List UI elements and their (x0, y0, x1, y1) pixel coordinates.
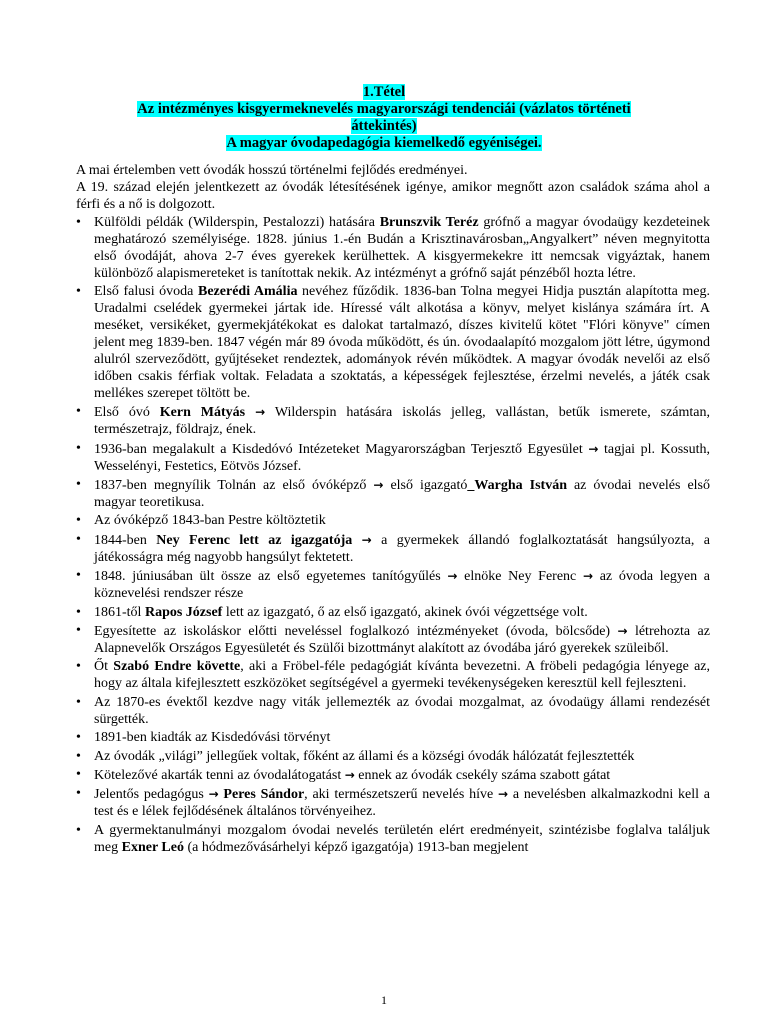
bullet-list (76, 215, 710, 856)
list-item-text: Az 1870-es évektől kezdve nagy viták jellemezték az óvodai mozgalmat, az óvodaügy állami rendezését sürgették. (94, 694, 710, 727)
list-item (76, 404, 710, 439)
list-item-text: első igazgató (383, 478, 468, 494)
page-number: 1 (381, 993, 387, 1007)
list-item-text: 1848. júniusában ült össze az első egyetemes tanítógyűlés (94, 569, 448, 585)
main-title (120, 101, 648, 135)
list-item-text: Első óvó (94, 405, 160, 421)
list-item-text: A gyermektanulmányi mozgalom óvodai nevelés területén elért eredményeit, szintézisbe foglalva találjuk meg (94, 822, 710, 855)
list-item-text: Egyesítette az iskoláskor előtti neveléssel foglalkozó intézményeket (óvoda, bölcsőde) (94, 624, 618, 640)
list-item-text: a gyermekek állandó foglalkoztatását hangsúlyozta, a játékosságra még nagyobb hangsúlyt fektetett. (94, 532, 710, 565)
list-item (76, 786, 710, 821)
bold-name: Peres Sándor (223, 787, 305, 803)
list-item-text: grófnő a magyar óvodaügy kezdeteinek meghatározó személyisége. 1828. június 1.-én Budán a Krisztinavárosban„Angyalkert” néven megnyitotta első óvodáját, ahova 2-7 éves gyerekek kerülhettek. A kisgyermekekre itt nemcsak vigyáztak, hanem különböző alapismereteket is tanítottak nekik. Az intézményt a grófnő saját pénzéből hozta létre. (94, 215, 710, 281)
bold-name: Kern Mátyás (159, 405, 246, 421)
list-item-text: elnöke Ney Ferenc (457, 569, 583, 585)
list-item (76, 513, 710, 530)
list-item-text: nevéhez fűződik. 1836-ban Tolna megyei Hidja pusztán alapította meg. Uradalmi cselédek gyermekei jártak ide. Híressé vált alkotása a könyv, melyet kislánya számára írt. A meséket, versikéket, gyermekjátékokat es dalokat tartalmazó, díszes kivitelű kötet "Flóri könyve" címen jelent meg 1839-ben. 1847 végén már 89 óvoda működött, és ún. óvodaalapító mozgalom jött létre, úgymond alulról szerveződött, gyűjtéseket rendeztek, adományok révén működtek. A magyar óvodák nevelői az első időben csakis férfiak voltak. Feladata a szoktatás, a képességek fejlesztése, érzelmi nevelés, a játék csak mellékes szerepet töltött be. (94, 284, 710, 401)
arrow-right-icon: → (617, 624, 628, 639)
list-item (76, 749, 710, 766)
list-item-text: a nevelésben alkalmazkodni kell a test és e lélek fejlődésének általános törvényeihez. (94, 787, 711, 820)
arrow-right-icon: → (255, 405, 266, 420)
list-item-text: Külföldi példák (Wilderspin, Pestalozzi) hatására (94, 215, 380, 231)
list-item-text: Őt (94, 659, 114, 675)
list-item (76, 215, 710, 283)
list-item (76, 623, 710, 658)
arrow-right-icon: → (373, 478, 384, 493)
list-item-text (245, 405, 255, 420)
arrow-right-icon: → (497, 787, 509, 802)
subtitle-text: A magyar óvodapedagógia kiemelkedő egyéniségei. (226, 135, 542, 151)
list-item-text: , aki természetszerű nevelés híve (304, 787, 498, 803)
list-item (76, 568, 710, 603)
list-item-text: Kötelezővé akarták tenni az óvodalátogatást (94, 768, 345, 784)
list-item-text: (a hódmezővásárhelyi képző igazgatója) 1913-ban megjelent (183, 839, 529, 855)
list-item-text: ennek az óvodák csekély száma szabott gátat (354, 768, 611, 784)
list-item-text: lett az igazgató, ő az első igazgató, akinek óvói végzettsége volt. (222, 604, 588, 620)
list-item (76, 767, 710, 785)
list-item (76, 730, 710, 747)
arrow-right-icon: → (582, 569, 594, 584)
list-item (76, 605, 710, 622)
arrow-right-icon: → (208, 787, 219, 802)
list-item (76, 284, 710, 402)
list-item-text: létrehozta az Alapnevelők Országos Egyesületét és Szülői bizottmányt alakított az óvodába járó gyerekek szüleiből. (94, 624, 710, 656)
arrow-right-icon: → (344, 768, 355, 783)
list-item (76, 532, 710, 567)
list-item-text: 1861-től (94, 604, 145, 620)
bold-name: Szabó Endre követte (113, 659, 241, 675)
list-item-text: Jelentős pedagógus (94, 787, 209, 803)
list-item-text: Wilderspin hatására iskolás jelleg, vallástan, betűk ismerete, számtan, természetrajz, földrajz, ének. (94, 405, 711, 438)
document-body (76, 163, 710, 857)
list-item (76, 823, 710, 857)
subtitle (120, 135, 648, 152)
list-item-text: Első falusi óvoda (94, 284, 198, 300)
list-item (76, 441, 710, 476)
bold-name: Bezerédi Amália (198, 284, 298, 300)
list-item-text: az óvodai nevelés első magyar teoretikusa. (94, 478, 710, 510)
bold-name: Exner Leó (121, 839, 184, 855)
list-item (76, 695, 710, 729)
list-item-text: az óvoda legyen a köznevelési rendszer része (94, 569, 710, 602)
tetel-number (120, 84, 648, 101)
arrow-right-icon: → (447, 569, 458, 584)
list-item-text (352, 533, 361, 548)
title-block (120, 84, 648, 152)
list-item-text: 1837-ben megnyílik Tolnán az első óvóképző (94, 478, 374, 494)
bold-name: _Wargha István (467, 478, 567, 494)
list-item-text: , aki a Fröbel-féle pedagógiát kívánta bevezetni. A fröbeli pedagógia lényege az, hogy az általa kifejlesztett eszközöket segítségével a gyermeki tevékenységeken keresztül kell fejleszteni. (94, 659, 710, 692)
list-item-text: 1844-ben (94, 532, 157, 548)
bold-name: Brunszvik Teréz (379, 215, 479, 231)
list-item-text: tagjai pl. Kossuth, Wesselényi, Festetics, Eötvös József. (94, 441, 711, 474)
intro-paragraph-1: A mai értelemben vett óvodák hosszú történelmi fejlődés eredményei. (76, 163, 468, 178)
tetel-number-text: 1.Tétel (362, 84, 406, 100)
bold-name: Ney Ferenc lett az igazgatója (156, 532, 353, 548)
intro-paragraph-2: A 19. század elején jelentkezett az óvodák létesítésének igénye, amikor megnőtt azon családok száma ahol a férfi és a nő is dolgozott. (76, 179, 710, 212)
bold-name: Rapos József (144, 604, 223, 620)
list-item-text: 1936-ban megalakult a Kisdedóvó Intézeteket Magyarországban Terjesztő Egyesület (94, 441, 589, 457)
list-item-text: 1891-ben kiadták az Kisdedóvási törvényt (94, 730, 331, 746)
list-item-text: Az óvóképző 1843-ban Pestre költöztetik (94, 513, 326, 529)
arrow-right-icon: → (361, 532, 372, 547)
list-item (76, 477, 710, 512)
arrow-right-icon: → (588, 441, 599, 456)
list-item-text: Az óvodák „világi” jellegűek voltak, főként az állami és a községi óvodák hálózatát fejlesztették (94, 748, 635, 764)
list-item (76, 659, 710, 693)
main-title-text: Az intézményes kisgyermeknevelés magyarországi tendenciái (vázlatos történeti áttekintés) (137, 101, 631, 134)
